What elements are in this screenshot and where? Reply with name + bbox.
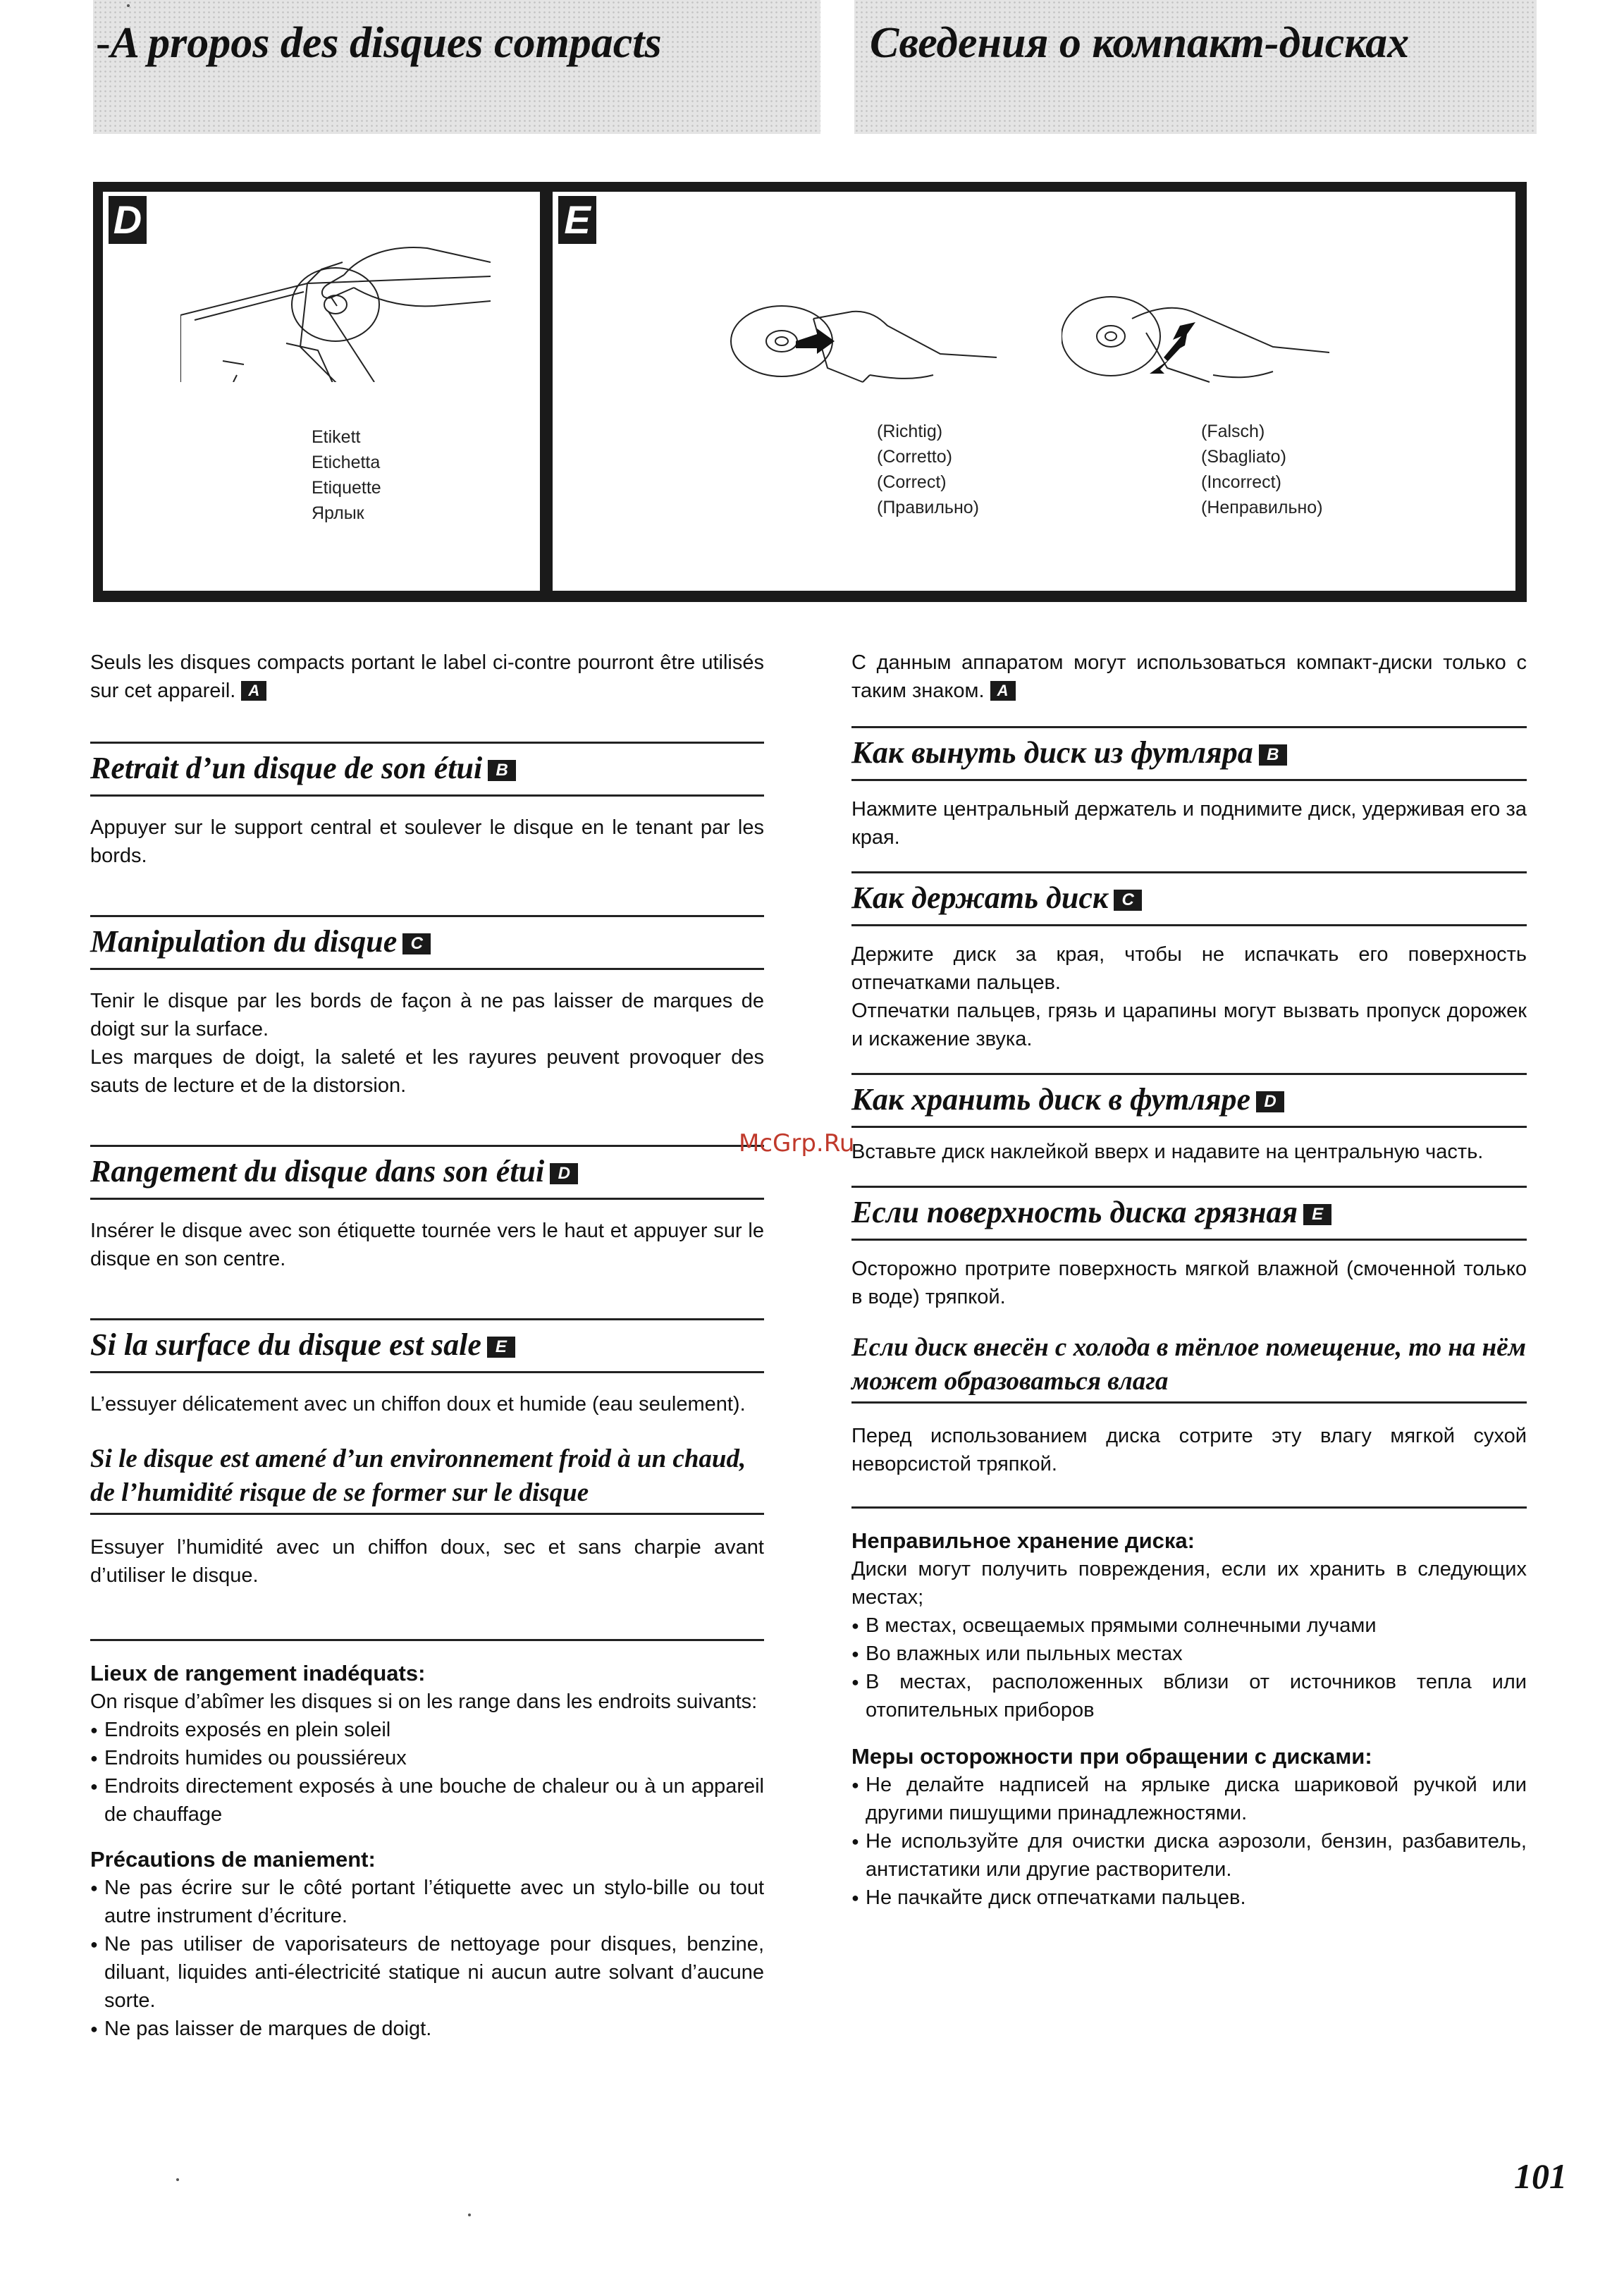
header-french xyxy=(93,0,820,134)
panel-d-labels xyxy=(312,424,381,526)
precautions-list xyxy=(90,1874,764,2043)
section-title: Rangement du disque dans son étui D xyxy=(90,1153,764,1191)
label-line: (Richtig) xyxy=(877,422,943,441)
label-line: (Falsch) xyxy=(1201,422,1265,441)
divider xyxy=(90,1639,764,1641)
list-item: ● Endroits humides ou poussiéreux xyxy=(90,1744,764,1772)
figure-panel-e xyxy=(553,192,1515,591)
condensation-title: Если диск внесён с холода в тёплое помещение, то на нём может образоваться влага xyxy=(851,1331,1527,1404)
badge-a: A xyxy=(990,681,1016,701)
panel-letter-e: E xyxy=(558,196,596,244)
figure-frame xyxy=(93,182,1527,602)
section-title: Manipulation du disque C xyxy=(90,923,764,961)
list-item: ● В местах, расположенных вблизи от источников тепла или отопительных приборов xyxy=(851,1668,1527,1724)
section-title: Как вынуть диск из футляра B xyxy=(851,734,1527,772)
section-heading xyxy=(851,871,1527,926)
column-russian xyxy=(851,649,1527,1912)
label-line: Etikett xyxy=(312,427,361,447)
section-heading xyxy=(90,1145,764,1200)
section-heading xyxy=(90,915,764,970)
label-line: Etichetta xyxy=(312,453,381,472)
storage-title: Lieux de rangement inadéquats: xyxy=(90,1661,426,1686)
section-heading xyxy=(90,742,764,797)
figure-panel-d xyxy=(103,192,540,591)
section-title: Как хранить диск в футляре D xyxy=(851,1081,1527,1119)
section-body: Les marques de doigt, la saleté et les rayures peuvent provoquer des sauts de lecture et de la distorsion. xyxy=(90,1046,764,1097)
badge-e: E xyxy=(1303,1204,1331,1225)
disc-wipe-correct-illustration xyxy=(729,297,997,396)
column-french xyxy=(90,649,764,2043)
divider xyxy=(851,1506,1527,1509)
section-body: Tenir le disque par les bords de façon à ne pas laisser de marques de doigt sur la surface. xyxy=(90,990,764,1040)
section-heading xyxy=(851,726,1527,781)
section-body: Отпечатки пальцев, грязь и царапины могут вызвать пропуск дорожек и искажение звука. xyxy=(851,1000,1527,1050)
section-heading xyxy=(90,1318,764,1373)
section-body: Appuyer sur le support central et soulever le disque en le tenant par les bords. xyxy=(90,816,764,867)
badge-e: E xyxy=(487,1337,515,1358)
label-line: Ярлык xyxy=(312,503,364,523)
label-line: (Неправильно) xyxy=(1201,498,1323,517)
section-title: Как держать диск C xyxy=(851,879,1527,917)
label-line: (Sbagliato) xyxy=(1201,447,1286,467)
badge-b: B xyxy=(1259,744,1287,766)
condensation-title: Si le disque est amené d’un environnement froid à un chaud, de l’humidité risque de se former sur le disque xyxy=(90,1442,764,1515)
label-line: (Corretto) xyxy=(877,447,952,467)
section-body: Держите диск за края, чтобы не испачкать его поверхность отпечатками пальцев. xyxy=(851,943,1527,994)
storage-intro: On risque d’abîmer les disques si on les range dans les endroits suivants: xyxy=(90,1690,758,1713)
intro-text: Seuls les disques compacts portant le label ci-contre pourront être utilisés sur cet appareil. A xyxy=(90,651,764,702)
section-body: Нажмите центральный держатель и поднимите диск, удерживая его за края. xyxy=(851,798,1527,849)
list-item: ● Endroits directement exposés à une bouche de chaleur ou à un appareil de chauffage xyxy=(90,1772,764,1829)
label-line: (Incorrect) xyxy=(1201,472,1281,492)
section-body: L’essuyer délicatement avec un chiffon doux et humide (eau seulement). xyxy=(90,1393,746,1416)
badge-c: C xyxy=(1114,890,1142,911)
precautions-title: Précautions de maniement: xyxy=(90,1847,376,1872)
section-body: Вставьте диск наклейкой вверх и надавите на центральную часть. xyxy=(851,1141,1484,1163)
storage-title: Неправильное хранение диска: xyxy=(851,1528,1195,1553)
precautions-title: Меры осторожности при обращении с дисками: xyxy=(851,1744,1372,1769)
storage-intro: Диски могут получить повреждения, если их хранить в следующих местах; xyxy=(851,1558,1527,1609)
list-item: ● Не используйте для очистки диска аэрозоли, бензин, разбавитель, антистатики или другие растворители. xyxy=(851,1827,1527,1884)
section-body: Осторожно протрите поверхность мягкой влажной (смоченной только в воде) тряпкой. xyxy=(851,1258,1527,1308)
page-number: 101 xyxy=(1514,2156,1567,2196)
label-line: Etiquette xyxy=(312,478,381,498)
watermark: McGrp.Ru xyxy=(739,1129,855,1158)
list-item: ● Endroits exposés en plein soleil xyxy=(90,1716,764,1744)
disc-wipe-incorrect-illustration xyxy=(1062,290,1329,396)
page-title-french: -A propos des disques compacts xyxy=(96,19,662,67)
badge-c: C xyxy=(402,933,431,954)
list-item: ● Не делайте надписей на ярлыке диска шариковой ручкой или другими пишущими принадлежностями. xyxy=(851,1771,1527,1827)
speck xyxy=(127,4,130,7)
storage-list xyxy=(851,1611,1527,1724)
badge-d: D xyxy=(550,1163,578,1184)
list-item: ● Ne pas écrire sur le côté portant l’étiquette avec un stylo-bille ou tout autre instrument d’écriture. xyxy=(90,1874,764,1930)
list-item: ● Не пачкайте диск отпечатками пальцев. xyxy=(851,1884,1527,1912)
header-russian xyxy=(854,0,1537,134)
disc-case-hand-illustration xyxy=(180,241,491,382)
section-heading xyxy=(851,1073,1527,1128)
speck xyxy=(176,2178,179,2181)
panel-letter-d: D xyxy=(109,196,147,244)
label-line: (Correct) xyxy=(877,472,947,492)
section-title: Retrait d’un disque de son étui B xyxy=(90,749,764,787)
intro-text: С данным аппаратом могут использоваться компакт-диски только с таким знаком. A xyxy=(851,651,1527,702)
section-body: Insérer le disque avec son étiquette tournée vers le haut et appuyer sur le disque en son centre. xyxy=(90,1220,764,1270)
storage-list xyxy=(90,1716,764,1829)
panel-e-correct-labels xyxy=(877,419,979,520)
list-item: ● Во влажных или пыльных местах xyxy=(851,1640,1527,1668)
label-line: (Правильно) xyxy=(877,498,979,517)
list-item: ● В местах, освещаемых прямыми солнечными лучами xyxy=(851,1611,1527,1640)
condensation-body: Essuyer l’humidité avec un chiffon doux, sec et sans charpie avant d’utiliser le disque. xyxy=(90,1536,764,1587)
section-title: Si la surface du disque est sale E xyxy=(90,1326,764,1364)
section-heading xyxy=(851,1186,1527,1241)
panel-e-incorrect-labels xyxy=(1201,419,1323,520)
list-item: ● Ne pas utiliser de vaporisateurs de nettoyage pour disques, benzine, diluant, liquides anti-électricité statique ni aucun autre solvant d’aucune sorte. xyxy=(90,1930,764,2015)
speck xyxy=(468,2214,471,2216)
page-title-russian: Сведения о компакт-дисках xyxy=(870,19,1410,67)
section-title: Если поверхность диска грязная E xyxy=(851,1193,1527,1232)
precautions-list xyxy=(851,1771,1527,1912)
condensation-body: Перед использованием диска сотрите эту влагу мягкой сухой неворсистой тряпкой. xyxy=(851,1425,1527,1475)
badge-d: D xyxy=(1256,1091,1284,1112)
badge-a: A xyxy=(241,681,266,701)
badge-b: B xyxy=(488,760,516,781)
list-item: ● Ne pas laisser de marques de doigt. xyxy=(90,2015,764,2043)
